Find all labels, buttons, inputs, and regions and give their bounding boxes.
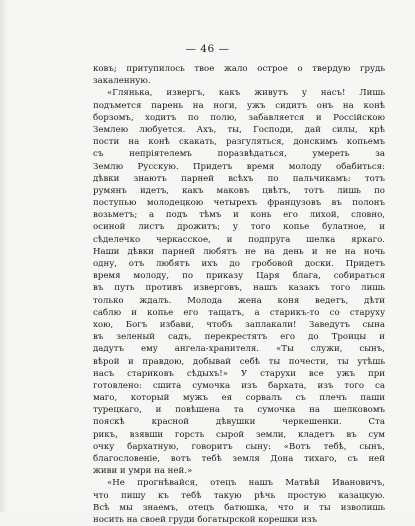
text-line: дѣвки знаютъ парней всѣхъ по пальчикамъ: тотъ [93,173,385,184]
scan-edge-shadow [0,0,8,512]
text-line: въ зеленый садъ, перекрестятъ его до Троицы и [93,332,385,343]
text-line: сѣделечко черкасское, и подпруга шелка яркаго. [93,234,385,245]
text-line: очку бархатную, говоритъ сыну: «Вотъ тебѣ, сынъ, [93,441,385,452]
text-line: поступью молодецкою четырехъ французовъ въ полонъ [93,198,385,209]
text-line: вѣрой и правдою, добывай себѣ ты почести, ты утѣшь [93,356,385,367]
text-line: «Глянька, извергъ, какъ живутъ у насъ! Лишь [107,88,385,99]
text-line: живи и умри на ней.» [93,466,193,477]
text-line: рикъ, взявши горсть сырой земли, кладетъ въ сум [93,429,385,440]
text-line: подъмется парень на ноги, ужъ сидитъ онъ на конѣ [93,100,385,111]
text-line: закаленную. [93,76,151,87]
text-line: носить на своей груди богатырской корешки изъ [93,514,318,525]
text-line: одну, отъ любятъ ихъ до гробовой доски. Придетъ [93,259,385,269]
text-line: Землю Русскую. Придетъ время молоду обабиться: [93,161,385,172]
text-line: хою, Богъ избави, чтобъ заплакали! Заведутъ сына [93,319,385,330]
page-number: — 46 — [185,43,230,55]
text-line: возьметъ; а подъ тѣмъ и конь его лихой, словно, [93,210,385,221]
text-line: борзомъ, ходитъ по полю, забавляется и Россійскою [93,112,385,123]
text-line: готовлено: сшита сумочка изъ бархата, изъ того са [93,380,385,391]
text-line: время молоду, по приказу Царя блага, собираться [93,271,385,282]
text-line: въ путь противъ изверговъ, нашъ казакъ того лишь [93,283,385,294]
text-line: Землею любуется. Ахъ, ты, Господи, дай силы, крѣ [93,124,385,135]
text-line: пояскѣ красной дѣвушки черкешенки. Ста [93,417,385,428]
text-line: насъ стариковъ сѣдыхъ!» У старухи все ужъ при [93,368,385,379]
text-line: съ непріятелемъ поразвѣдаться, умереть за [93,149,385,160]
text-line: турецкаго, и повѣшена та сумочка на шелковомъ [93,405,385,416]
text-line: что пишу къ тебѣ такую рѣчь простую казацкую. [93,490,385,501]
text-line: маго, который мужъ ея сорвалъ съ плечъ паши [93,393,385,404]
text-line: пости на конѣ скакать, разгуляться, донскимъ копьемъ [93,137,385,148]
text-line: Наши дѣвки парней любятъ не на день и не на ночь [93,246,385,257]
text-line: только ждалъ. Молода жена коня ведетъ, дѣти [93,295,385,306]
text-line: саблю и копье его тащатъ, а старикъ-то со старуху [93,307,385,318]
text-line: румянъ идетъ, какъ маковъ цвѣтъ, тотъ лишь по [93,185,385,196]
text-line: благословеніе, вотъ тебѣ земля Дона тихаго, съ ней [93,454,385,464]
text-line: осиной листъ дрожитъ; у того копье булатное, и [93,222,385,233]
text-line: «Не прогнѣвайся, отецъ нашъ Матвѣй Ивановичъ, [107,478,385,489]
text-line: Всѣ мы знаемъ, отецъ батюшка, что и ты изволишь [93,502,385,513]
text-line: дадутъ ему ангела-хранителя. «Ты служи, сынъ, [93,344,385,355]
text-line: ковъ; притупилось твое жало острое о твердую грудь [93,64,385,74]
page-text [93,63,385,526]
